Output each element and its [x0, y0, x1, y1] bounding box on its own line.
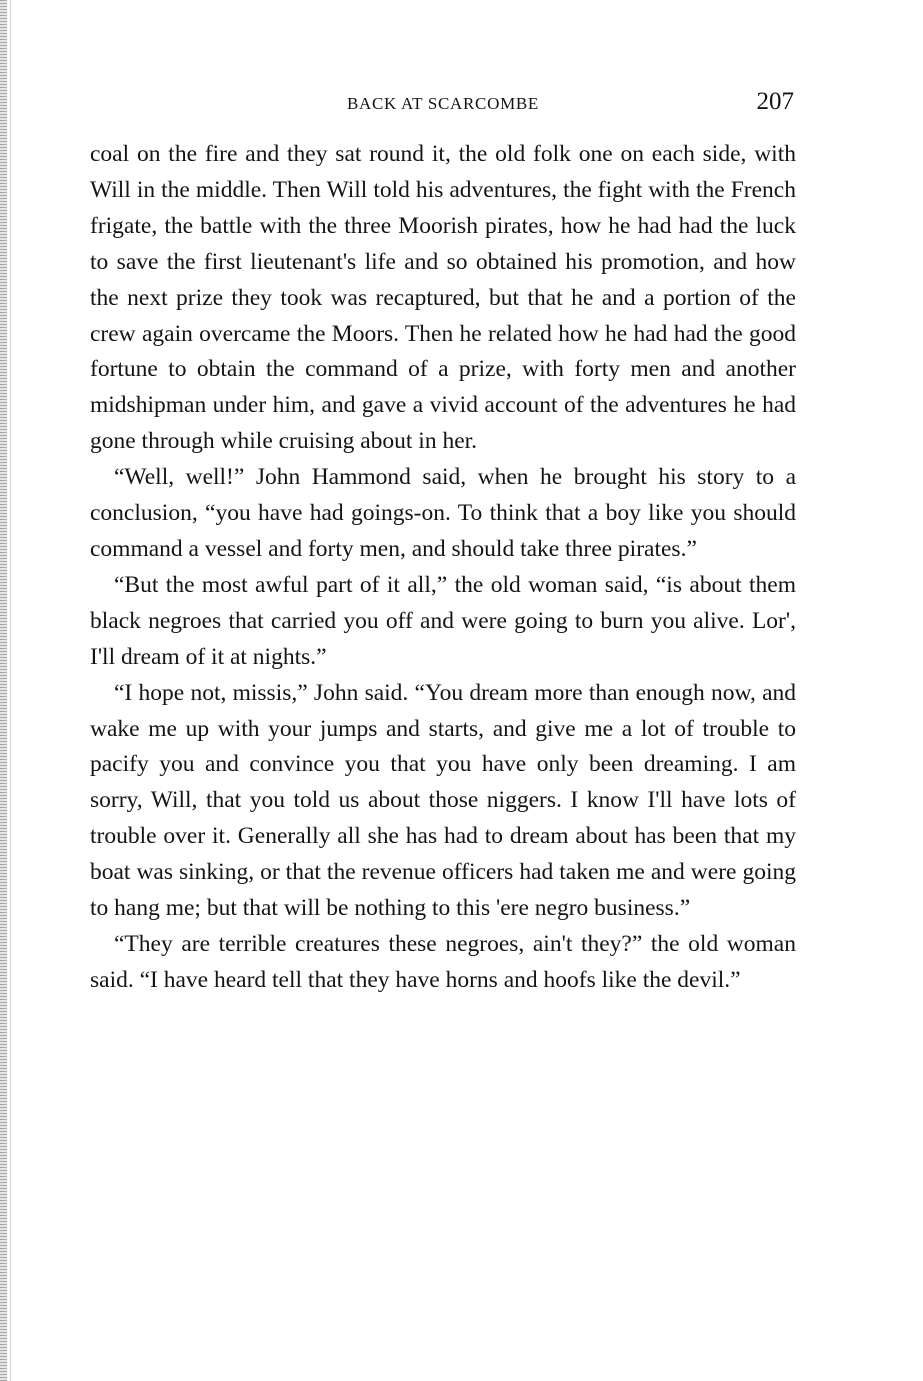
body-text: [90, 137, 796, 999]
paragraph-5: “They are terrible creatures these negroes, ain't they?” the old woman said. “I have heard tell that they have horns and hoofs like the devil.”: [90, 930, 796, 993]
page-number: 207: [756, 88, 794, 115]
running-title: BACK AT SCARCOMBE: [346, 94, 540, 113]
paragraph-3: “But the most awful part of it all,” the old woman said, “is about them black negroes that carried you off and were going to burn you alive. Lor', I'll dream of it at nights.”: [90, 571, 796, 670]
paragraph-1: coal on the fire and they sat round it, the old folk one on each side, with Will in the middle. Then Will told his adventures, the fight with the French frigate, the battle with the three Moorish pirates, how he had had the luck to save the first lieutenant's life and so obtained his promotion, and how the next prize they took was recaptured, but that he and a portion of the crew again overcame the Moors. Then he related how he had had the good fortune to obtain the command of a prize, with forty men and another midshipman under him, and gave a vivid account of the adventures he had gone through while cruising about in her.: [90, 141, 796, 455]
paragraph-2: “Well, well!” John Hammond said, when he brought his story to a conclusion, “you have had goings-on. To think that a boy like you should command a vessel and forty men, and should take three pirates.”: [90, 464, 796, 562]
running-header: [90, 88, 796, 118]
paragraph-4: “I hope not, missis,” John said. “You dream more than enough now, and wake me up with your jumps and starts, and give me a lot of trouble to pacify you and convince you that you have only been dreaming. I am sorry, Will, that you told us about those niggers. I know I'll have lots of trouble over it. Generally all she has had to dream about has been that my boat was sinking, or that the revenue officers had taken me and were going to hang me; but that will be nothing to this 'ere negro business.”: [90, 679, 796, 922]
page-gutter-edge: [0, 0, 7, 1381]
gutter-rule: [10, 0, 11, 1381]
